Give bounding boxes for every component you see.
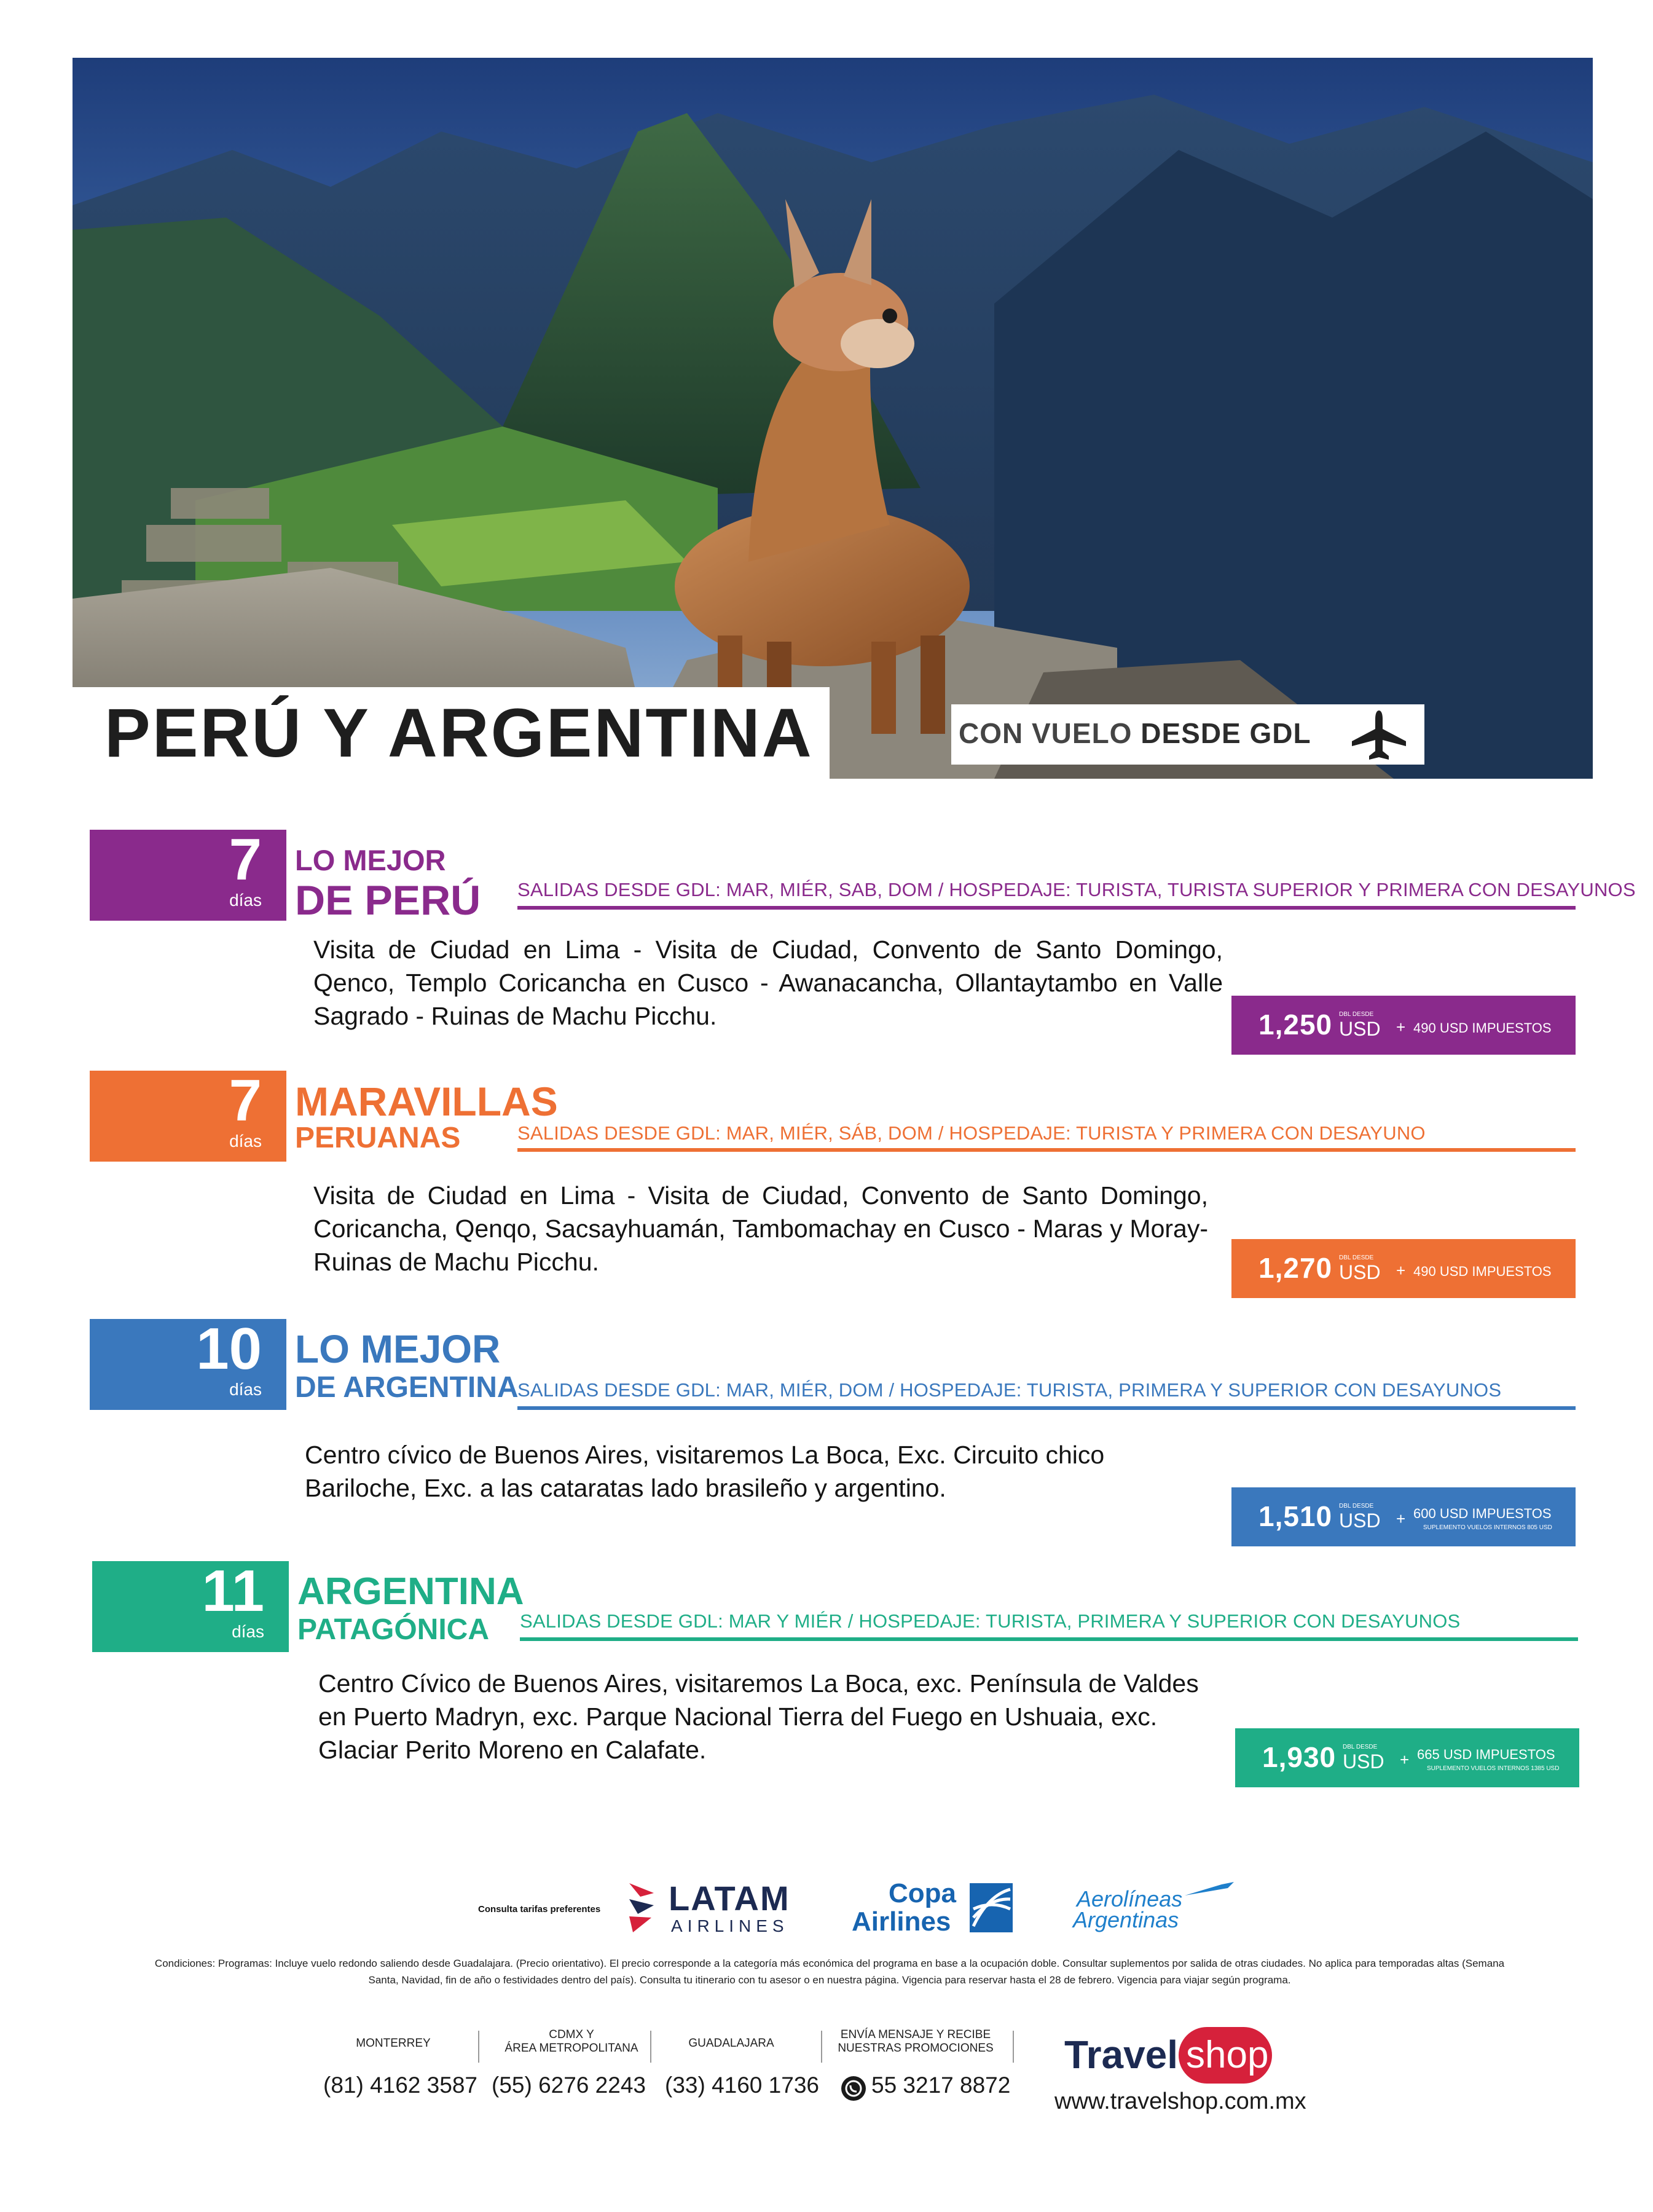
logo-text-shop: shop [1186,2034,1269,2076]
price-box [1231,1487,1576,1546]
price-desde: DBL DESDE [1339,1254,1374,1261]
website-url[interactable]: www.travelshop.com.mx [1054,2088,1306,2114]
days-label: días [229,1132,262,1151]
airplane-icon [1349,708,1408,761]
terms-conditions: Condiciones: Programas: Incluye vuelo redondo saliendo desde Guadalajara. (Precio orientativo). El precio corresponde a la categoría más económica del programa en base a la ocupación doble. Consultar suplementos por salida de otras ciudades. No aplica para temporadas altas (Semana Santa, Navidad, fin de año o festividades dentro del país). Consulta tu itinerario con tu asesor o en nuestra página. Vigencia para reservar hasta el 28 de febrero. Vigencia para viajar según programa. [154,1958,1505,1986]
contact-phone: (81) 4162 3587 [323,2072,477,2098]
aerolineas-argentinas-logo [1064,1879,1249,1934]
price-desde: DBL DESDE [1339,1011,1374,1018]
package-description: Visita de Ciudad en Lima - Visita de Ciudad, Convento de Santo Domingo, Qenco, Templo Coricancha en Cusco - Awanacancha, Ollantaytambo en Valle Sagrado - Ruinas de Machu Picchu. [313,935,1223,1030]
price-amount: 1,510 [1258,1500,1333,1532]
aero-line1: Aerolíneas [1077,1886,1183,1911]
package-title-line2: DE PERÚ [295,877,481,924]
price-box [1231,996,1576,1055]
latam-name: LATAM [669,1879,790,1918]
contact-city-label: MONTERREY [356,2037,431,2050]
page-title: PERÚ Y ARGENTINA [104,695,814,771]
price-plus: + [1396,1509,1406,1528]
travelshop-logo [1064,2021,1273,2088]
package-departures: SALIDAS DESDE GDL: MAR Y MIÉR / HOSPEDAJE: TURISTA, PRIMERA Y SUPERIOR CON DESAYUNOS [520,1610,1461,1632]
price-taxes: 490 USD IMPUESTOS [1413,1264,1552,1279]
price-supplement: SUPLEMENTO VUELOS INTERNOS 1385 USD [1427,1765,1560,1772]
days-label: días [229,891,262,910]
copa-name: Copa [889,1878,956,1908]
contact-phone: (33) 4160 1736 [665,2072,819,2098]
contact-city-label: GUADALAJARA [688,2037,774,2050]
package-title-line2: PERUANAS [295,1122,461,1154]
days-label: días [232,1622,264,1641]
package-divider [517,1406,1576,1410]
price-box [1235,1728,1579,1787]
price-box [1231,1239,1576,1298]
latam-logo [627,1878,799,1937]
flight-badge-bold: DESDE GDL [1141,717,1311,749]
days-number: 7 [229,827,262,892]
contact-divider [821,2031,822,2063]
package-title-line1: MARAVILLAS [295,1079,558,1124]
contact-phone: 55 3217 8872 [871,2072,1011,2098]
contact-city-label: ENVÍA MENSAJE Y RECIBE NUESTRAS PROMOCIONES [838,2028,994,2055]
price-plus: + [1400,1750,1410,1769]
package-title-line2: DE ARGENTINA [295,1371,519,1404]
days-number: 10 [196,1316,262,1382]
package-title-line1: ARGENTINA [297,1570,524,1613]
days-label: días [229,1380,262,1399]
price-amount: 1,930 [1262,1741,1337,1773]
price-currency: USD [1343,1750,1384,1773]
days-badge [90,827,286,921]
latam-sub: AIRLINES [671,1916,789,1935]
package-title-line1: LO MEJOR [295,1327,501,1371]
price-taxes: 600 USD IMPUESTOS [1413,1506,1552,1521]
contact-divider [1013,2031,1014,2063]
copa-sub: Airlines [852,1907,951,1937]
price-plus: + [1396,1018,1406,1036]
price-plus: + [1396,1261,1406,1280]
price-currency: USD [1339,1018,1381,1040]
price-taxes: 665 USD IMPUESTOS [1417,1747,1555,1762]
aero-line2: Argentinas [1073,1907,1179,1932]
package-departures: SALIDAS DESDE GDL: MAR, MIÉR, DOM / HOSPEDAJE: TURISTA, PRIMERA Y SUPERIOR CON DESAYUNOS [517,1379,1502,1401]
days-badge [92,1558,289,1652]
price-amount: 1,270 [1258,1252,1333,1284]
days-number: 11 [202,1558,264,1624]
flight-badge-text [959,717,1311,750]
package-title-line1: LO MEJOR [295,844,446,876]
price-desde: DBL DESDE [1339,1503,1374,1509]
package-divider [517,906,1576,910]
package-description: Centro cívico de Buenos Aires, visitaremos La Boca, Exc. Circuito chico Bariloche, Exc. a las cataratas lado brasileño y argentino. [305,1441,1105,1502]
price-amount: 1,250 [1258,1009,1333,1041]
hero-photo [73,58,1593,779]
days-badge [90,1068,286,1162]
preferred-fares-label: Consulta tarifas preferentes [478,1904,601,1915]
days-number: 7 [229,1068,262,1133]
whatsapp-icon [841,2076,866,2101]
price-currency: USD [1339,1261,1381,1283]
price-currency: USD [1339,1509,1381,1532]
package-description: Centro Cívico de Buenos Aires, visitaremos La Boca, exc. Península de Valdes en Puerto Madryn, exc. Parque Nacional Tierra del Fuego en Ushuaia, exc. Glaciar Perito Moreno en Calafate. [318,1669,1199,1764]
contact-divider [650,2031,651,2063]
flight-badge-prefix: CON VUELO [959,717,1133,749]
package-description: Visita de Ciudad en Lima - Visita de Ciudad, Convento de Santo Domingo, Coricancha, Qenqo, Sacsayhuamán, Tambomachay en Cusco - Maras y Moray- Ruinas de Machu Picchu. [313,1181,1208,1276]
contact-phone: (55) 6276 2243 [492,2072,646,2098]
package-divider [520,1637,1578,1641]
price-taxes: 490 USD IMPUESTOS [1413,1020,1552,1036]
contact-city-label: CDMX Y ÁREA METROPOLITANA [505,2028,638,2055]
package-departures: SALIDAS DESDE GDL: MAR, MIÉR, SAB, DOM / HOSPEDAJE: TURISTA, TURISTA SUPERIOR Y PRIMERA CON DESAYUNOS [517,879,1636,900]
package-departures: SALIDAS DESDE GDL: MAR, MIÉR, SÁB, DOM / HOSPEDAJE: TURISTA Y PRIMERA CON DESAYUNO [517,1122,1426,1144]
package-divider [517,1148,1576,1152]
days-badge [90,1316,286,1410]
price-desde: DBL DESDE [1343,1744,1378,1750]
package-title-line2: PATAGÓNICA [297,1613,489,1646]
copa-logo [852,1878,1011,1936]
price-supplement: SUPLEMENTO VUELOS INTERNOS 805 USD [1423,1524,1552,1531]
logo-text-travel: Travel [1064,2033,1179,2077]
